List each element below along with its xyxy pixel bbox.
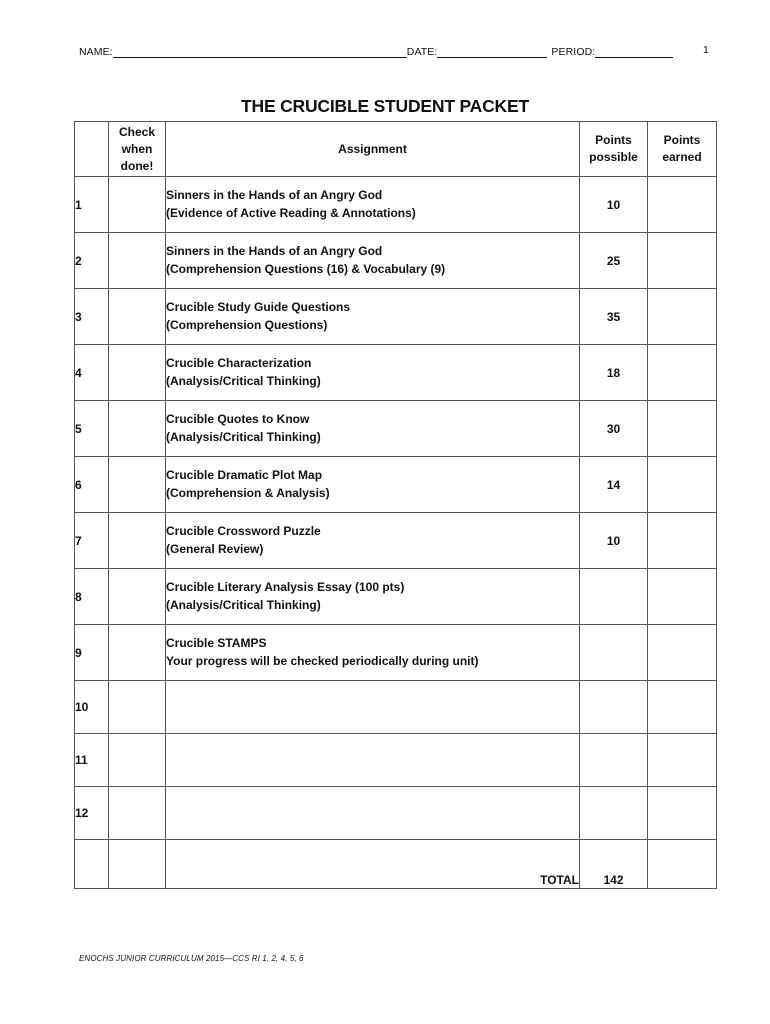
assignment-title: Crucible STAMPS [166, 636, 267, 650]
assignment-cell [166, 681, 580, 734]
assignment-detail: (Evidence of Active Reading & Annotations) [166, 205, 416, 220]
points-earned-cell[interactable] [648, 289, 717, 345]
row-number: 1 [75, 177, 109, 233]
assignment-detail: (Comprehension Questions) [166, 317, 328, 332]
points-earned-cell[interactable] [648, 787, 717, 840]
footer-note: ENOCHS JUNIOR CURRICULUM 2015—CCS RI 1, 2, 4, 5, 6 [79, 954, 304, 963]
points-possible-cell [580, 681, 648, 734]
total-points-cell: 142 [580, 840, 648, 889]
row-number: 8 [75, 569, 109, 625]
row-number: 6 [75, 457, 109, 513]
points-earned-cell[interactable] [648, 513, 717, 569]
points-earned-cell[interactable] [648, 457, 717, 513]
header-points-earned-cell [648, 122, 717, 177]
points-possible-cell: 14 [580, 457, 648, 513]
assignment-title: Crucible Study Guide Questions [166, 300, 351, 314]
check-done-cell[interactable] [109, 569, 166, 625]
check-done-cell[interactable] [109, 401, 166, 457]
points-possible-cell [580, 625, 648, 681]
table-row [75, 734, 717, 787]
row-number: 10 [75, 681, 109, 734]
points-possible-cell [580, 734, 648, 787]
check-done-cell[interactable] [109, 734, 166, 787]
row-number: 3 [75, 289, 109, 345]
table-row [75, 513, 717, 569]
page-title: THE CRUCIBLE STUDENT PACKET [241, 96, 529, 116]
points-earned-cell[interactable] [648, 345, 717, 401]
total-check-cell[interactable] [109, 840, 166, 889]
page-number: 1 [703, 44, 709, 56]
points-possible-header-line: possible [589, 150, 638, 164]
header-check-cell [109, 122, 166, 177]
total-earned-cell[interactable] [648, 840, 717, 889]
student-info-line [79, 44, 673, 58]
row-number: 4 [75, 345, 109, 401]
date-blank[interactable] [437, 44, 547, 58]
assignment-table [74, 121, 717, 889]
table-row [75, 233, 717, 289]
header-assignment-cell: Assignment [166, 122, 580, 177]
assignment-title: Crucible Dramatic Plot Map [166, 468, 323, 482]
points-possible-cell: 25 [580, 233, 648, 289]
name-blank[interactable] [113, 44, 407, 58]
assignment-detail: (Analysis/Critical Thinking) [166, 373, 321, 388]
check-done-cell[interactable] [109, 625, 166, 681]
assignment-title: Crucible Quotes to Know [166, 412, 310, 426]
assignment-cell [166, 289, 580, 345]
points-possible-cell: 18 [580, 345, 648, 401]
total-label: TOTAL [166, 840, 580, 889]
check-done-cell[interactable] [109, 177, 166, 233]
period-label: PERIOD: [551, 46, 596, 58]
points-earned-cell[interactable] [648, 401, 717, 457]
points-possible-cell: 35 [580, 289, 648, 345]
check-done-cell[interactable] [109, 233, 166, 289]
table-row [75, 457, 717, 513]
assignment-cell [166, 787, 580, 840]
check-done-cell[interactable] [109, 289, 166, 345]
check-done-cell[interactable] [109, 681, 166, 734]
assignment-cell [166, 401, 580, 457]
points-earned-cell[interactable] [648, 625, 717, 681]
assignment-cell [166, 569, 580, 625]
assignment-title: Sinners in the Hands of an Angry God [166, 244, 383, 258]
points-possible-header-line: Points [595, 133, 632, 147]
table-row [75, 177, 717, 233]
row-number: 2 [75, 233, 109, 289]
header-points-possible-cell [580, 122, 648, 177]
table-row [75, 681, 717, 734]
check-header-line: Check [118, 124, 156, 139]
points-possible-cell: 10 [580, 177, 648, 233]
check-done-cell[interactable] [109, 513, 166, 569]
points-earned-header-line: Points [663, 133, 701, 147]
table-row [75, 787, 717, 840]
assignment-cell [166, 177, 580, 233]
assignment-cell [166, 233, 580, 289]
points-possible-cell: 30 [580, 401, 648, 457]
check-done-cell[interactable] [109, 787, 166, 840]
row-number: 5 [75, 401, 109, 457]
assignment-detail: (Analysis/Critical Thinking) [166, 597, 321, 612]
row-number: 9 [75, 625, 109, 681]
points-earned-header-line: earned [662, 150, 702, 164]
points-possible-cell [580, 787, 648, 840]
header-number-cell [75, 122, 109, 177]
table-row [75, 401, 717, 457]
total-number-cell [75, 840, 109, 889]
row-number: 7 [75, 513, 109, 569]
points-earned-cell[interactable] [648, 734, 717, 787]
assignment-cell [166, 513, 580, 569]
assignment-title: Crucible Characterization [166, 356, 312, 370]
points-earned-cell[interactable] [648, 569, 717, 625]
assignment-title: Crucible Literary Analysis Essay (100 pts) [166, 580, 405, 594]
date-label: DATE: [406, 46, 438, 58]
check-header-line: when [121, 141, 153, 156]
row-number: 12 [75, 787, 109, 840]
row-number: 11 [75, 734, 109, 787]
name-label: NAME: [79, 46, 113, 58]
check-header-line: done! [120, 158, 154, 173]
assignment-cell [166, 457, 580, 513]
points-earned-cell[interactable] [648, 681, 717, 734]
assignment-detail: (Analysis/Critical Thinking) [166, 429, 321, 444]
assignment-detail: (Comprehension & Analysis) [166, 485, 330, 500]
assignment-detail: Your progress will be checked periodically during unit) [166, 653, 479, 668]
points-earned-cell[interactable] [648, 233, 717, 289]
assignment-detail: (General Review) [166, 541, 264, 556]
table-header-row [75, 122, 717, 177]
table-row [75, 569, 717, 625]
assignment-title: Sinners in the Hands of an Angry God [166, 188, 383, 202]
total-row [75, 840, 717, 889]
assignment-title: Crucible Crossword Puzzle [166, 524, 321, 538]
points-possible-cell: 10 [580, 513, 648, 569]
check-done-cell[interactable] [109, 345, 166, 401]
table-row [75, 625, 717, 681]
check-done-cell[interactable] [109, 457, 166, 513]
assignment-cell [166, 345, 580, 401]
assignment-cell [166, 625, 580, 681]
points-earned-cell[interactable] [648, 177, 717, 233]
period-blank[interactable] [595, 44, 673, 58]
assignment-cell [166, 734, 580, 787]
points-possible-cell [580, 569, 648, 625]
table-row [75, 289, 717, 345]
table-row [75, 345, 717, 401]
assignment-detail: (Comprehension Questions (16) & Vocabulary (9) [166, 261, 446, 276]
